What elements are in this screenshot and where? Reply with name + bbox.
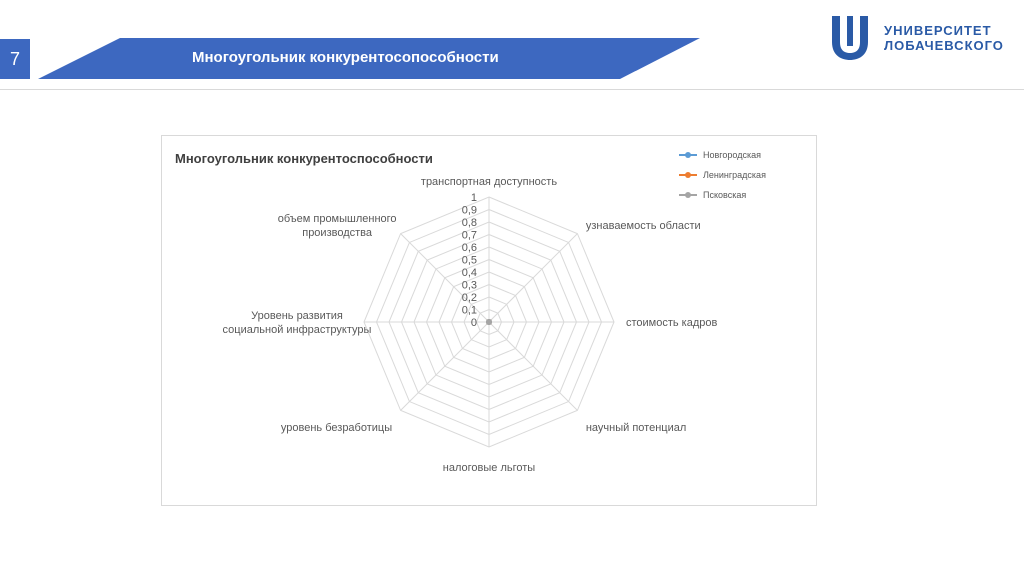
tick-label: 0,6 xyxy=(461,242,477,254)
axis-label: стоимость кадров xyxy=(626,317,718,329)
axis-label: научный потенциал xyxy=(585,421,687,434)
header-divider xyxy=(0,89,1024,90)
chart-container xyxy=(161,135,817,506)
slide-number: 7 xyxy=(0,39,30,79)
tick-label: 0,2 xyxy=(461,292,477,304)
tick-label: 1 xyxy=(470,192,477,204)
slide-title: Многоугольник конкурентосопособности xyxy=(192,49,499,66)
tick-label: 0,7 xyxy=(461,229,477,242)
tick-label: 0 xyxy=(470,317,477,329)
legend-label: Новгородская xyxy=(703,150,761,160)
axis-label: уровень безработицы xyxy=(280,421,393,434)
radar-chart xyxy=(162,136,816,505)
university-name-line2: ЛОБАЧЕВСКОГО xyxy=(884,38,1004,53)
tick-label: 0,9 xyxy=(461,204,477,217)
axis-label: транспортная доступность xyxy=(420,176,558,188)
tick-label: 0,1 xyxy=(461,304,477,317)
axis-label: социальной инфраструктуры xyxy=(222,324,372,336)
axis-label: узнаваемость области xyxy=(585,220,701,233)
axis-label: производства xyxy=(302,227,373,240)
university-logo-icon xyxy=(828,12,872,62)
series-marker xyxy=(486,319,492,325)
tick-label: 0,8 xyxy=(461,217,477,229)
university-name-line1: УНИВЕРСИТЕТ xyxy=(884,23,992,38)
tick-label: 0,3 xyxy=(461,279,477,292)
axis-label: Уровень развития xyxy=(251,310,343,322)
legend-label: Псковская xyxy=(703,190,747,200)
axis-label: налоговые льготы xyxy=(442,462,536,474)
tick-label: 0,5 xyxy=(461,254,477,267)
axis-label: объем промышленного xyxy=(277,213,397,226)
legend-label: Ленинградская xyxy=(703,170,766,180)
chart-title: Многоугольник конкурентоспособности xyxy=(175,151,433,166)
university-name xyxy=(884,23,1004,53)
tick-label: 0,4 xyxy=(461,267,477,279)
